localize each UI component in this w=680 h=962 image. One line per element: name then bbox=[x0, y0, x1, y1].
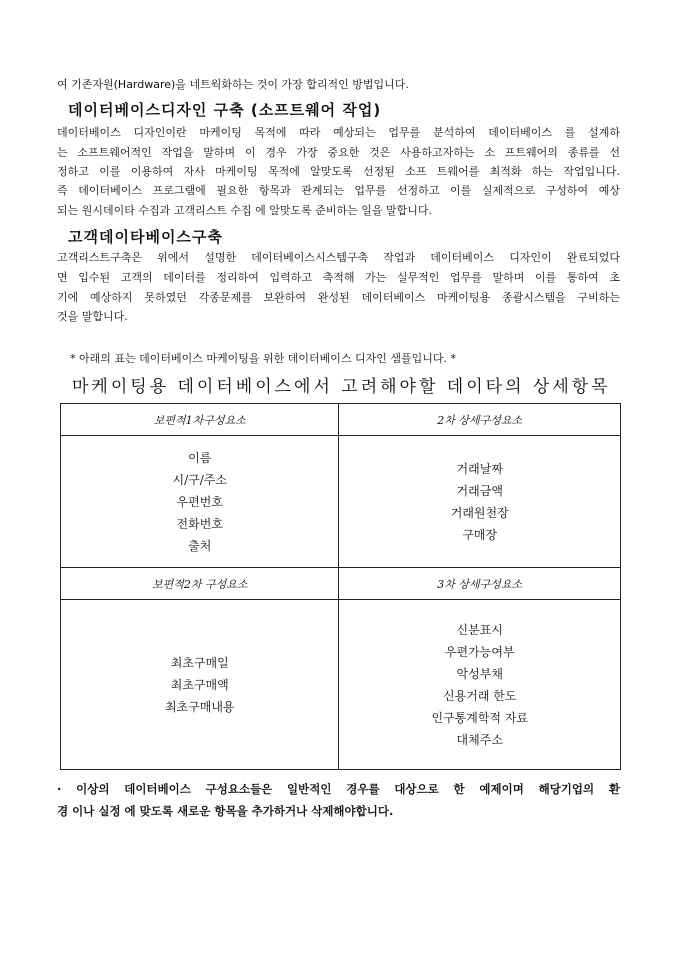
item: 거래날짜 bbox=[456, 461, 503, 476]
intro-line: 여 기존자원(Hardware)을 네트웍화하는 것이 가장 합리적인 방법입니다. bbox=[57, 78, 409, 91]
header-cell: 보편적1차구성요소 bbox=[61, 404, 339, 436]
item: 거래원천장 bbox=[450, 505, 509, 520]
item: 최초구매내용 bbox=[164, 699, 235, 714]
cell-primary-1 bbox=[61, 436, 339, 568]
header-cell: 보편적2차 구성요소 bbox=[61, 568, 339, 600]
table-title: 마케이팅용 데이터베이스에서 고려해야할 데이타의 상세항목 bbox=[72, 377, 611, 397]
item: 신용거래 한도 bbox=[443, 688, 517, 703]
header-cell: 3차 상세구성요소 bbox=[339, 568, 621, 600]
item: 최초구매액 bbox=[170, 677, 229, 692]
data-items-table bbox=[60, 403, 621, 770]
paragraph-line: 기에 예상하지 못하였던 각종문제를 보완하여 완성된 데이터베이스 마케이팅용 종괄시스템을 구비하는 bbox=[57, 291, 620, 304]
cell-secondary-3 bbox=[339, 600, 621, 770]
item: 구매장 bbox=[462, 527, 498, 542]
paragraph-line: 는 소프트웨어적인 작업을 말하며 이 경우 가장 중요한 것은 사용하고자하는 소 프트웨어의 종류를 선 bbox=[57, 146, 620, 159]
item: 최초구매일 bbox=[170, 655, 229, 670]
item: 전화번호 bbox=[176, 516, 223, 531]
cell-secondary-2 bbox=[339, 436, 621, 568]
footer-note-line: · 이상의 데이터베이스 구성요소들은 일반적인 경우를 대상으로 한 예제이며 해당기업의 환 bbox=[57, 782, 620, 796]
section-heading-customer-db: 고객데이타베이스구축 bbox=[68, 228, 223, 246]
paragraph-line: 것을 말합니다. bbox=[57, 310, 128, 323]
header-cell: 2차 상세구성요소 bbox=[339, 404, 621, 436]
paragraph-line: 고객리스트구축은 위에서 설명한 데이터베이스시스템구축 작업과 데이터베이스 디자인이 완료되었다 bbox=[57, 251, 620, 264]
item: 악성부채 bbox=[456, 666, 503, 681]
paragraph-line: 면 입수된 고객의 데이터를 정리하여 입력하고 축적해 가는 실무적인 업무를 말하며 이를 통하여 초 bbox=[57, 271, 620, 284]
item: 대체주소 bbox=[456, 732, 503, 747]
item: 신분표시 bbox=[456, 622, 503, 637]
section-heading-db-design: 데이터베이스디자인 구축 (소프트웨어 작업) bbox=[68, 101, 382, 119]
cell-primary-2 bbox=[61, 600, 339, 770]
paragraph-line: 정하고 이를 이용하여 자사 마케이팅 목적에 알맞도록 선정된 소프 트웨어를 최적화 하는 작업입니다. bbox=[57, 165, 620, 178]
paragraph-line: 즉 데이터베이스 프로그램에 필요한 항목과 관계되는 업무를 선정하고 이를 실제적으로 구성하여 예상 bbox=[57, 184, 620, 197]
item: 인구통계학적 자료 bbox=[431, 710, 529, 725]
paragraph-line: 데이터베이스 디자인이란 마케이팅 목적에 따라 예상되는 업무를 분석하여 데이터베이스 를 설계하 bbox=[57, 126, 620, 139]
item: 출처 bbox=[188, 538, 212, 553]
item: 거래금액 bbox=[456, 483, 503, 498]
item: 우편번호 bbox=[176, 494, 223, 509]
table-note: * 아래의 표는 데이터베이스 마케이팅을 위한 데이터베이스 디자인 샘플입니다. * bbox=[70, 352, 456, 365]
item: 우편가능여부 bbox=[444, 644, 515, 659]
footer-note-line: 경 이나 실정 에 맞도록 새로운 항목을 추가하거나 삭제해야합니다. bbox=[57, 804, 394, 818]
item: 시/구/주소 bbox=[172, 472, 227, 487]
item: 이름 bbox=[188, 450, 212, 465]
paragraph-line: 되는 원시데이타 수집과 고객리스트 수집 에 알맞도록 준비하는 일을 말합니다. bbox=[57, 204, 432, 217]
